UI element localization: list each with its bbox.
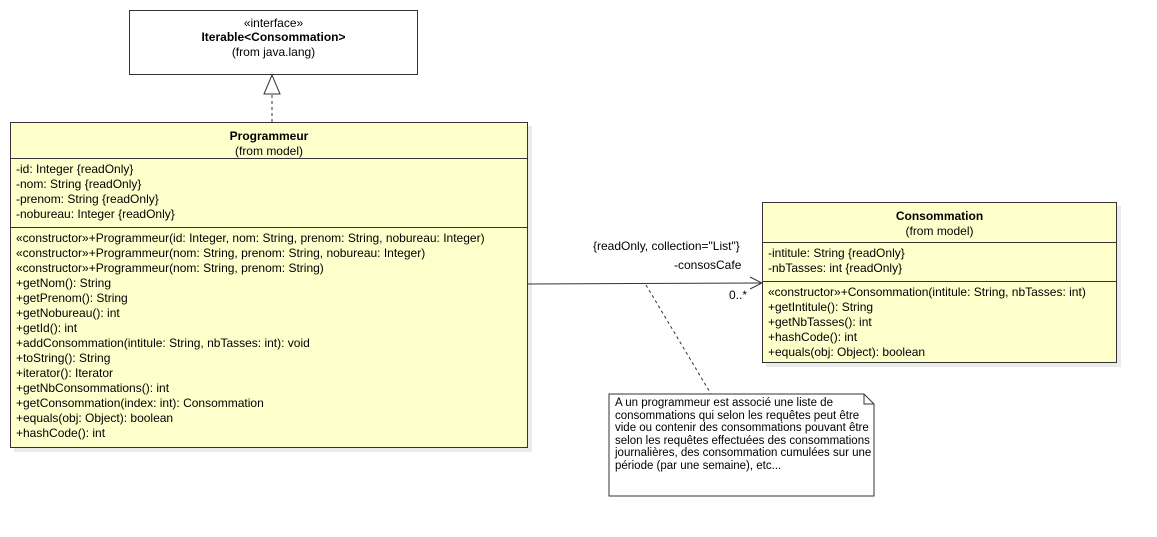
operation: «constructor»+Programmeur(nom: String, prenom: String, nobureau: Integer)	[16, 246, 426, 260]
operation: +getId(): int	[16, 321, 78, 335]
operation: +equals(obj: Object): boolean	[16, 411, 174, 425]
association-line	[528, 283, 762, 284]
consommation-name: Consommation	[895, 209, 984, 223]
programmeur-origin: (from model)	[234, 144, 303, 158]
operation: «constructor»+Consommation(intitule: String, nbTasses: int)	[768, 285, 1086, 299]
operation: +getIntitule(): String	[768, 300, 874, 314]
note-text: A un programmeur est associé une liste de consommations qui selon les requêtes peut être vide ou contenir des consommations pouvant être selon les requêtes effectuées des consommations journalières, des consommation cumulées sur une période (par une semaine), etc...	[615, 397, 872, 472]
note-anchor-line	[646, 285, 711, 394]
attribute: -nobureau: Integer {readOnly}	[16, 207, 175, 221]
interface-stereotype: «interface»	[243, 16, 304, 30]
association-multiplicity: 0..*	[729, 288, 748, 302]
operation: +iterator(): Iterator	[16, 366, 114, 380]
class-consommation[interactable]	[762, 202, 1117, 363]
operation: +toString(): String	[16, 351, 111, 365]
operation: +getNobureau(): int	[16, 306, 120, 320]
operation: +addConsommation(intitule: String, nbTasses: int): void	[16, 336, 310, 350]
class-programmeur[interactable]	[10, 122, 528, 448]
operation: «constructor»+Programmeur(nom: String, prenom: String)	[16, 261, 324, 275]
attribute: -intitule: String {readOnly}	[768, 246, 905, 260]
programmeur-name: Programmeur	[229, 129, 309, 143]
programmeur-operations	[11, 227, 527, 444]
programmeur-attributes	[11, 158, 527, 227]
operation: +equals(obj: Object): boolean	[768, 345, 926, 359]
attribute: -id: Integer {readOnly}	[16, 162, 134, 176]
attribute: -nbTasses: int {readOnly}	[768, 261, 903, 275]
operation: +getPrenom(): String	[16, 291, 128, 305]
operation: +hashCode(): int	[16, 426, 106, 440]
consommation-attributes	[763, 242, 1116, 281]
operation: +hashCode(): int	[768, 330, 858, 344]
operation: +getNom(): String	[16, 276, 112, 290]
interface-iterable[interactable]	[129, 10, 418, 75]
association-role: -consosCafe	[674, 258, 742, 272]
association-constraint: {readOnly, collection="List"}	[593, 239, 740, 253]
operation: +getNbConsommations(): int	[16, 381, 170, 395]
operation: +getNbTasses(): int	[768, 315, 872, 329]
attribute: -prenom: String {readOnly}	[16, 192, 159, 206]
consommation-origin: (from model)	[905, 224, 974, 238]
interface-origin: (from java.lang)	[231, 45, 316, 59]
consommation-operations	[763, 281, 1116, 363]
operation: «constructor»+Programmeur(id: Integer, nom: String, prenom: String, nobureau: Integer)	[16, 231, 485, 245]
interface-name: Iterable<Consommation>	[201, 30, 346, 44]
operation: +getConsommation(index: int): Consommation	[16, 396, 264, 410]
attribute: -nom: String {readOnly}	[16, 177, 142, 191]
realization-arrowhead	[264, 75, 280, 94]
